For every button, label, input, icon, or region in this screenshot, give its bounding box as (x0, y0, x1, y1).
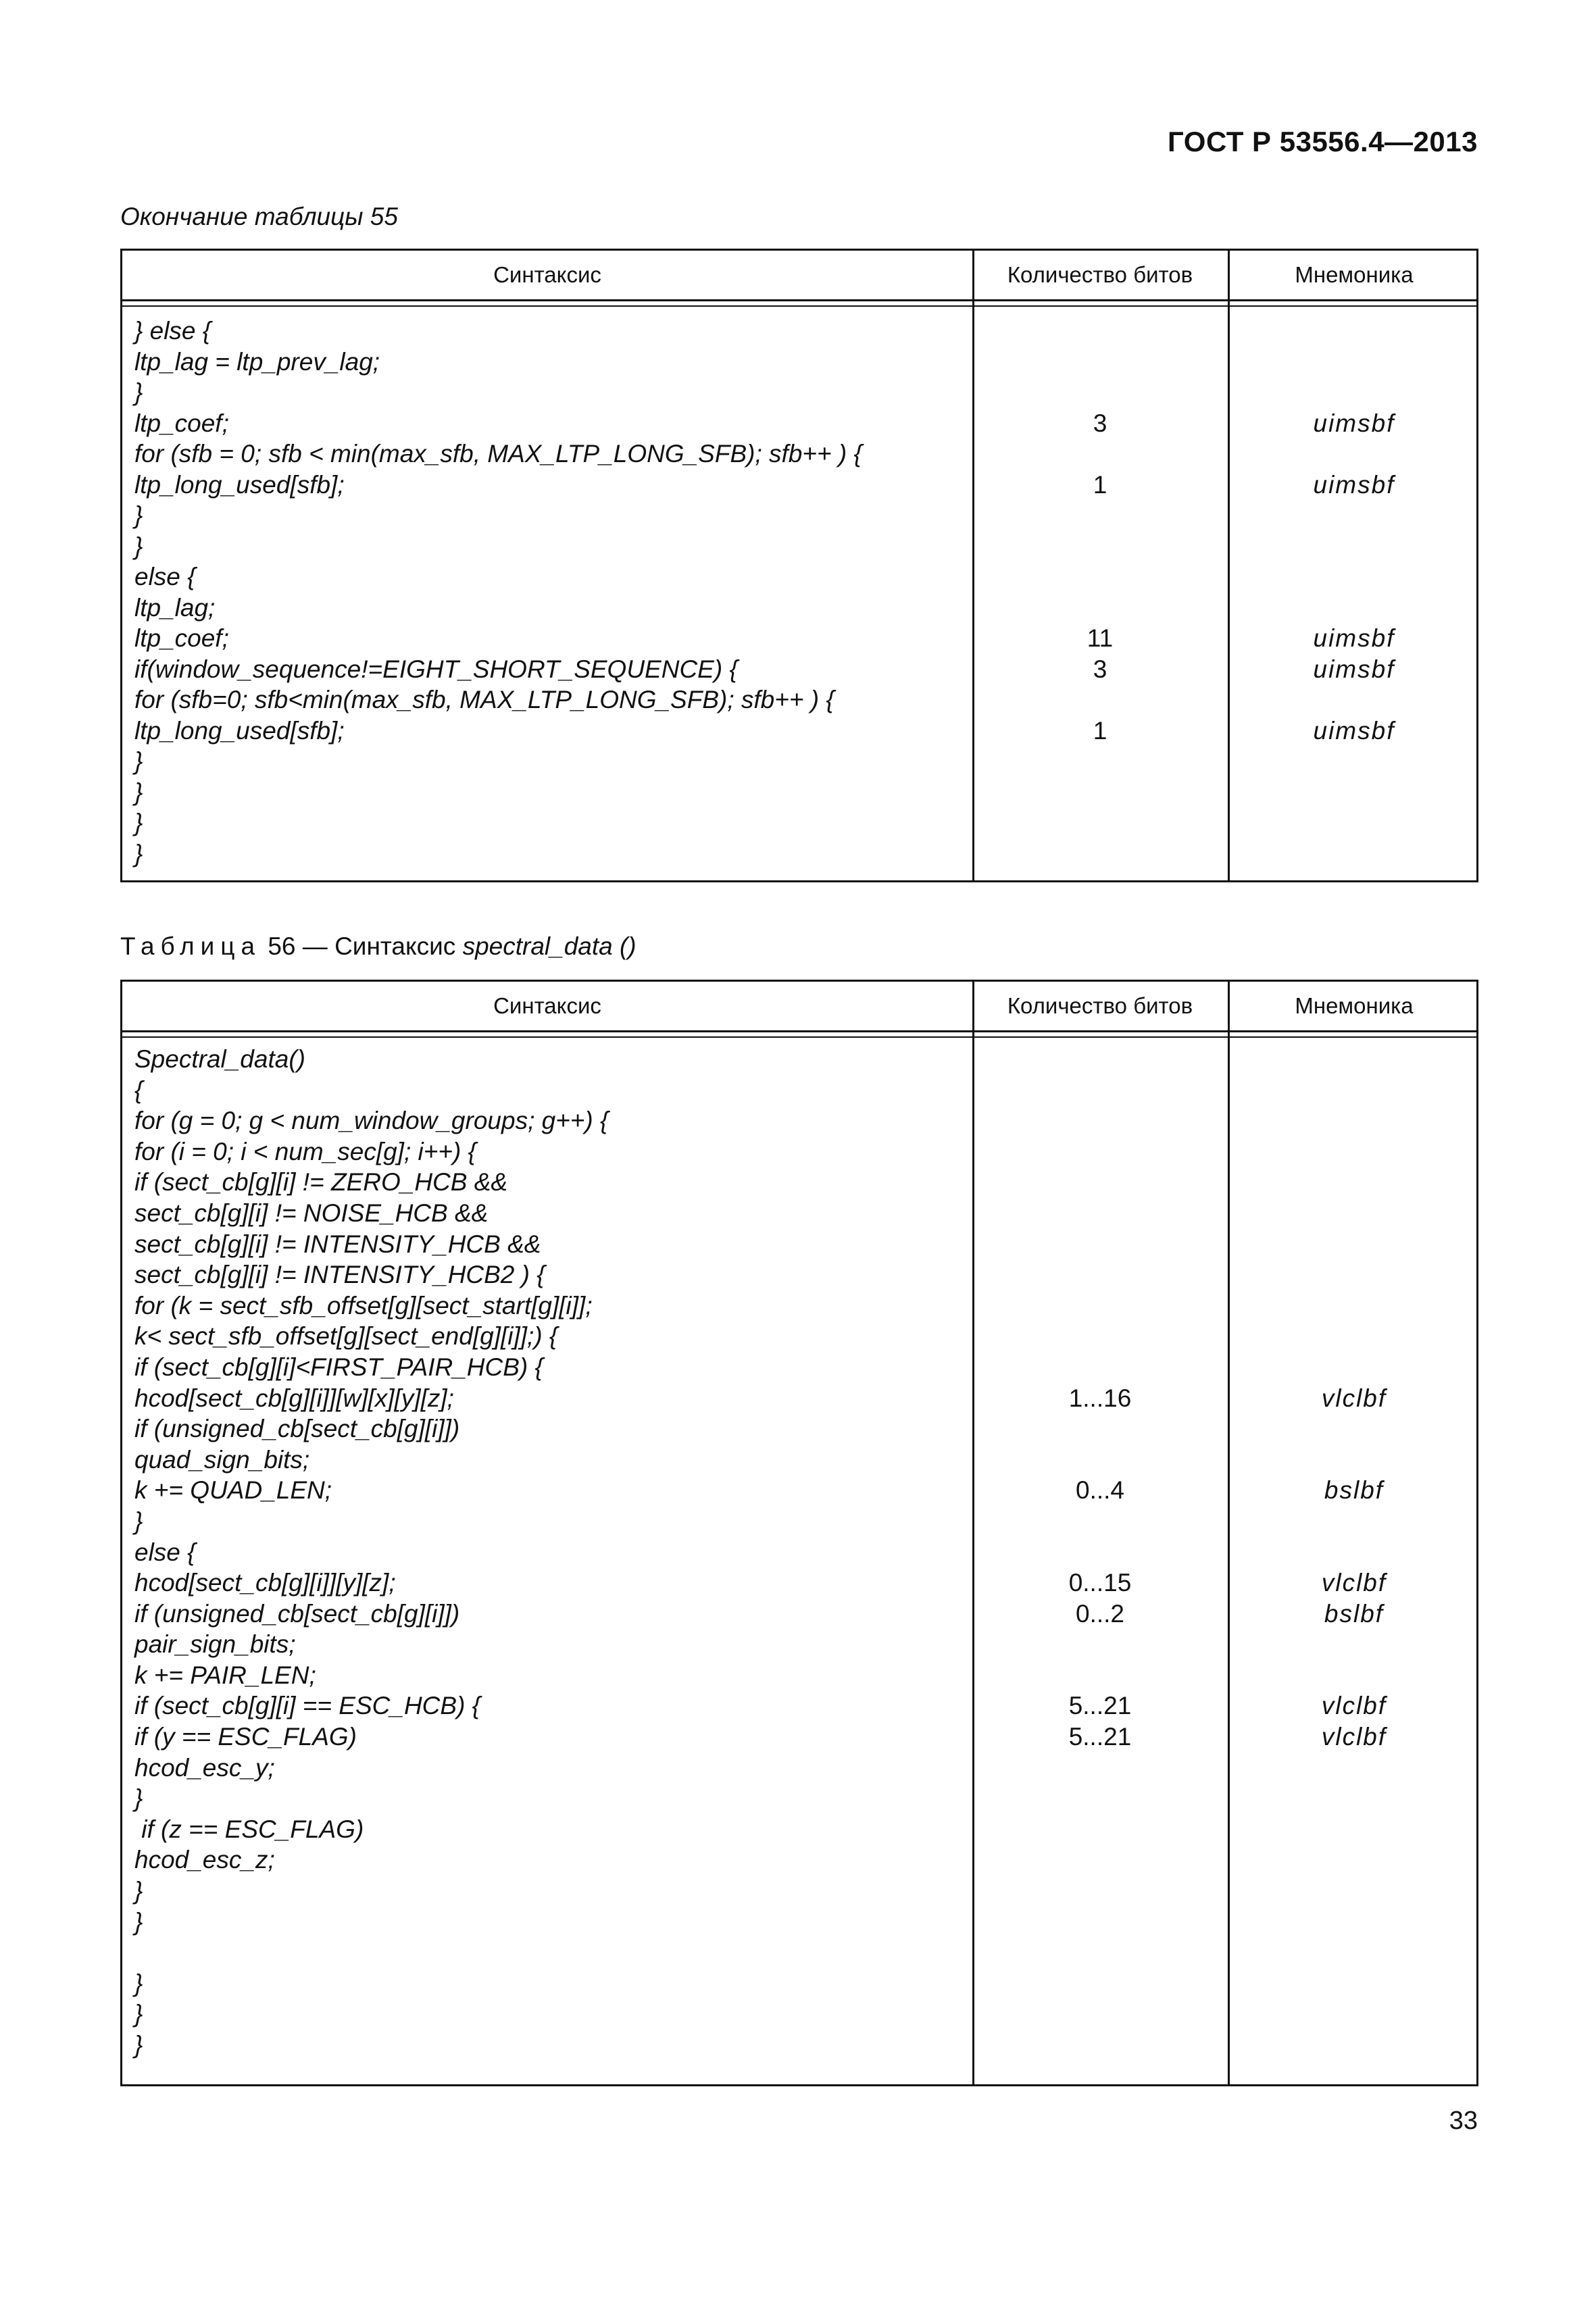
table-row (122, 1876, 1476, 1907)
syntax-cell: hcod_esc_y; (134, 1753, 275, 1782)
syntax-cell: hcod[sect_cb[g][i]][w][x][y][z]; (134, 1384, 454, 1412)
table-row (122, 1044, 1476, 1075)
table-row (122, 1783, 1476, 1814)
bits-cell: 1...16 (1068, 1384, 1132, 1412)
mnemonic-cell: uimsbf (1313, 716, 1395, 745)
syntax-cell: if (sect_cb[g][i] == ESC_HCB) { (134, 1692, 481, 1720)
table-row (122, 500, 1476, 531)
bits-cell: 1 (1093, 716, 1107, 745)
bits-cell: 0...15 (1068, 1569, 1132, 1597)
syntax-cell: k< sect_sfb_offset[g][sect_end[g][i]];) { (134, 1322, 558, 1351)
table-row (122, 1937, 1476, 1968)
table56-caption-prefix: Таблица (120, 932, 261, 960)
bits-cell: 3 (1093, 409, 1107, 437)
table56-caption (120, 932, 637, 961)
syntax-cell: hcod[sect_cb[g][i]][y][z]; (134, 1569, 396, 1597)
syntax-cell: for (sfb=0; sfb<min(max_sfb, MAX_LTP_LONG_SFB); sfb++ ) { (134, 686, 834, 713)
column-header-syntax: Синтаксис (493, 993, 601, 1018)
syntax-cell: } (134, 2000, 143, 2028)
syntax-cell: sect_cb[g][i] != INTENSITY_HCB2 ) { (134, 1261, 545, 1289)
syntax-cell: for (i = 0; i < num_sec[g]; i++) { (134, 1137, 476, 1165)
table-row (122, 408, 1476, 439)
syntax-cell: if (unsigned_cb[sect_cb[g][i]]) (134, 1415, 460, 1443)
document-id: ГОСТ Р 53556.4—2013 (1168, 126, 1478, 157)
table-row (122, 1907, 1476, 1938)
syntax-cell: } (134, 778, 143, 806)
syntax-cell: } (134, 1969, 143, 1997)
syntax-cell: } (134, 747, 143, 775)
column-header-bits: Количество битов (1007, 993, 1193, 1018)
table-row (122, 1599, 1476, 1630)
syntax-cell: else { (134, 1538, 196, 1566)
syntax-cell: } (134, 2031, 143, 2059)
syntax-cell: } (134, 501, 143, 529)
syntax-cell: ltp_lag; (134, 593, 216, 622)
syntax-cell: ltp_lag = ltp_prev_lag; (134, 347, 380, 376)
table-row (122, 1321, 1476, 1352)
mnemonic-cell: uimsbf (1313, 624, 1395, 652)
table-row (122, 438, 1476, 470)
table-row (122, 531, 1476, 562)
syntax-cell: { (134, 1076, 143, 1104)
syntax-cell: if (z == ESC_FLAG) (134, 1815, 364, 1843)
table55-body (122, 316, 1476, 869)
table-row (122, 2030, 1476, 2061)
syntax-cell: if (unsigned_cb[sect_cb[g][i]]) (134, 1599, 460, 1628)
bits-cell: 0...2 (1076, 1599, 1124, 1628)
table-row (122, 746, 1476, 777)
table-row (122, 1629, 1476, 1660)
syntax-cell: Spectral_data() (134, 1045, 305, 1073)
syntax-cell: else { (134, 563, 196, 590)
table56-body (122, 1044, 1476, 2061)
table-row (122, 1075, 1476, 1106)
syntax-cell: ltp_long_used[sfb]; (134, 470, 345, 499)
table-row (122, 1105, 1476, 1136)
bits-cell: 5...21 (1068, 1692, 1132, 1720)
bits-cell: 0...4 (1076, 1476, 1124, 1505)
column-header-syntax: Синтаксис (493, 262, 601, 287)
table-row (122, 838, 1476, 870)
table-56 (120, 980, 1478, 2086)
mnemonic-cell: vlclbf (1321, 1384, 1387, 1412)
table-row (122, 316, 1476, 347)
syntax-cell: } (134, 1784, 143, 1813)
bits-cell: 11 (1087, 624, 1114, 652)
table-row (122, 1352, 1476, 1383)
table-row (122, 1998, 1476, 2030)
table-row (122, 1690, 1476, 1721)
table-row (122, 1814, 1476, 1845)
syntax-cell: for (sfb = 0; sfb < min(max_sfb, MAX_LTP_LONG_SFB); sfb++ ) { (134, 440, 862, 468)
table55-header (122, 251, 1476, 301)
table-row (122, 654, 1476, 685)
table-row (122, 623, 1476, 654)
table-row (122, 1229, 1476, 1260)
table-row (122, 470, 1476, 501)
table-55 (120, 249, 1478, 882)
page-number: 33 (1449, 2107, 1478, 2135)
mnemonic-cell: bslbf (1324, 1476, 1385, 1505)
table-row (122, 1844, 1476, 1876)
syntax-cell: for (g = 0; g < num_window_groups; g++) { (134, 1107, 609, 1135)
mnemonic-cell: uimsbf (1313, 655, 1395, 683)
syntax-cell: } (134, 378, 143, 406)
syntax-cell: } (134, 1507, 143, 1535)
table-row (122, 1167, 1476, 1198)
table-row (122, 684, 1476, 715)
table-row (122, 1259, 1476, 1290)
mnemonic-cell: uimsbf (1313, 409, 1395, 437)
syntax-cell: quad_sign_bits; (134, 1445, 310, 1474)
table-row (122, 1567, 1476, 1599)
column-header-bits: Количество битов (1007, 262, 1193, 287)
column-header-mnemonic: Мнемоника (1295, 993, 1414, 1018)
table-row (122, 347, 1476, 378)
table55-caption: Окончание таблицы 55 (120, 203, 398, 230)
syntax-cell: } (134, 809, 143, 836)
table-row (122, 1506, 1476, 1537)
table-row (122, 1383, 1476, 1414)
mnemonic-cell: bslbf (1324, 1599, 1385, 1628)
syntax-cell: } (134, 1877, 143, 1905)
table-row (122, 561, 1476, 593)
column-header-mnemonic: Мнемоника (1295, 262, 1414, 287)
mnemonic-cell: vlclbf (1321, 1723, 1387, 1751)
table-row (122, 1136, 1476, 1167)
table56-caption-name: spectral_data () (462, 932, 637, 960)
table-row (122, 1660, 1476, 1691)
syntax-cell: ltp_long_used[sfb]; (134, 716, 345, 745)
table56-header (122, 982, 1476, 1032)
syntax-cell: ltp_coef; (134, 409, 229, 437)
syntax-cell: k += QUAD_LEN; (134, 1476, 332, 1505)
table-row (122, 593, 1476, 624)
mnemonic-cell: vlclbf (1321, 1569, 1387, 1597)
table-row (122, 1444, 1476, 1476)
syntax-cell: } (134, 1907, 143, 1936)
syntax-cell: if (sect_cb[g][i]<FIRST_PAIR_HCB) { (134, 1353, 543, 1381)
mnemonic-cell: vlclbf (1321, 1692, 1387, 1720)
table-row (122, 777, 1476, 808)
syntax-cell: sect_cb[g][i] != NOISE_HCB && (134, 1199, 489, 1227)
bits-cell: 5...21 (1068, 1723, 1132, 1751)
table-row (122, 1413, 1476, 1444)
syntax-cell: k += PAIR_LEN; (134, 1661, 316, 1689)
table-row (122, 1753, 1476, 1784)
table-row (122, 1290, 1476, 1322)
syntax-cell: } (134, 839, 143, 867)
table-row (122, 1198, 1476, 1229)
table-row (122, 377, 1476, 408)
bits-cell: 1 (1093, 470, 1107, 499)
syntax-cell: hcod_esc_z; (134, 1846, 275, 1874)
syntax-cell: ltp_coef; (134, 624, 229, 652)
bits-cell: 3 (1093, 655, 1107, 683)
syntax-cell: for (k = sect_sfb_offset[g][sect_start[g][i]]; (134, 1291, 593, 1319)
syntax-cell: if(window_sequence!=EIGHT_SHORT_SEQUENCE) { (134, 655, 738, 683)
table-row (122, 1537, 1476, 1568)
syntax-cell: if (sect_cb[g][i] != ZERO_HCB && (134, 1168, 508, 1197)
table56-caption-number: 56 — Синтаксис (268, 932, 456, 960)
syntax-cell: pair_sign_bits; (134, 1630, 296, 1659)
syntax-cell: sect_cb[g][i] != INTENSITY_HCB && (134, 1230, 541, 1258)
syntax-cell: } (134, 532, 143, 560)
mnemonic-cell: uimsbf (1313, 470, 1395, 499)
table-row (122, 807, 1476, 838)
syntax-cell: if (y == ESC_FLAG) (134, 1723, 357, 1751)
table-row (122, 715, 1476, 747)
table-row (122, 1475, 1476, 1506)
table-row (122, 1968, 1476, 1999)
syntax-cell: } else { (134, 317, 211, 345)
table-row (122, 1721, 1476, 1753)
